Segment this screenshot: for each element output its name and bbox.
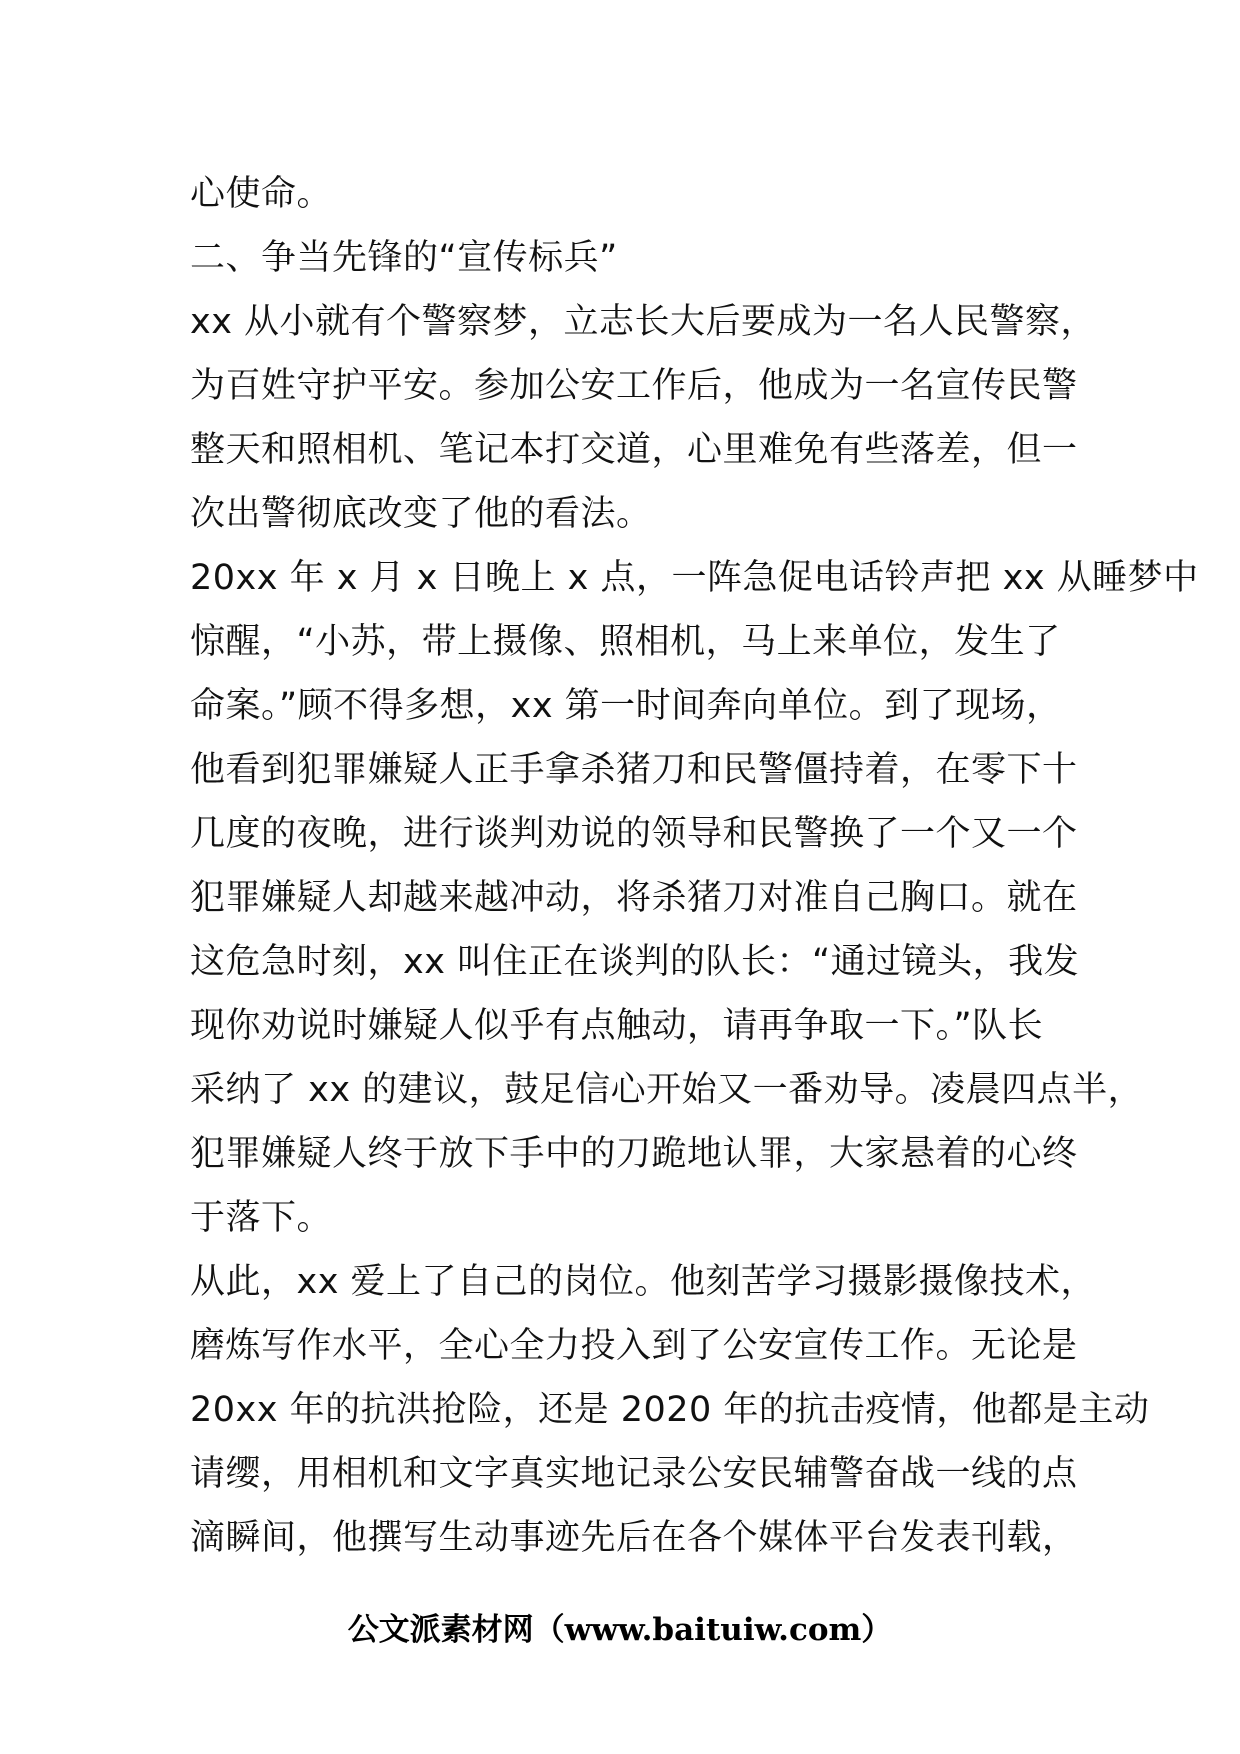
text-line: 犯罪嫌疑人却越来越冲动，将杀猪刀对准自己胸口。就在 (190, 878, 1078, 918)
text-line: 从此，xx 爱上了自己的岗位。他刻苦学习摄影摄像技术， (190, 1262, 1097, 1302)
text-line: 20xx 年的抗洪抢险，还是 2020 年的抗击疫情，他都是主动 (190, 1390, 1150, 1430)
text-line: 磨炼写作水平，全心全力投入到了公安宣传工作。无论是 (190, 1326, 1078, 1366)
footer-watermark: 公文派素材网（www.baituiw.com） (347, 1612, 893, 1648)
text-line: 他看到犯罪嫌疑人正手拿杀猪刀和民警僵持着，在零下十 (190, 750, 1078, 790)
text-line: 20xx 年 x 月 x 日晚上 x 点，一阵急促电话铃声把 xx 从睡梦中 (190, 558, 1199, 598)
text-line: 滴瞬间，他撰写生动事迹先后在各个媒体平台发表刊载， (190, 1518, 1078, 1558)
text-line: 惊醒，“小苏，带上摄像、照相机，马上来单位，发生了 (190, 622, 1061, 662)
text-line: 几度的夜晚，进行谈判劝说的领导和民警换了一个又一个 (190, 814, 1078, 854)
text-line: 命案。”顾不得多想，xx 第一时间奔向单位。到了现场， (190, 686, 1062, 726)
text-line: 请缨，用相机和文字真实地记录公安民辅警奋战一线的点 (190, 1454, 1078, 1494)
text-line: 整天和照相机、笔记本打交道，心里难免有些落差，但一 (190, 430, 1078, 470)
text-line: 犯罪嫌疑人终于放下手中的刀跪地认罪，大家悬着的心终 (190, 1134, 1078, 1174)
text-line: 现你劝说时嫌疑人似乎有点触动，请再争取一下。”队长 (190, 1006, 1044, 1046)
text-line: 于落下。 (190, 1198, 333, 1238)
text-line: 这危急时刻，xx 叫住正在谈判的队长：“通过镜头，我发 (190, 942, 1080, 982)
text-line: 心使命。 (190, 174, 333, 214)
section-heading: 二、争当先锋的“宣传标兵” (190, 238, 618, 278)
text-line: 采纳了 xx 的建议，鼓足信心开始又一番劝导。凌晨四点半， (190, 1070, 1144, 1110)
text-line: 为百姓守护平安。参加公安工作后，他成为一名宣传民警 (190, 366, 1078, 406)
document-body (190, 162, 1199, 1570)
text-line: 次出警彻底改变了他的看法。 (190, 494, 652, 534)
text-line: xx 从小就有个警察梦，立志长大后要成为一名人民警察， (190, 302, 1097, 342)
